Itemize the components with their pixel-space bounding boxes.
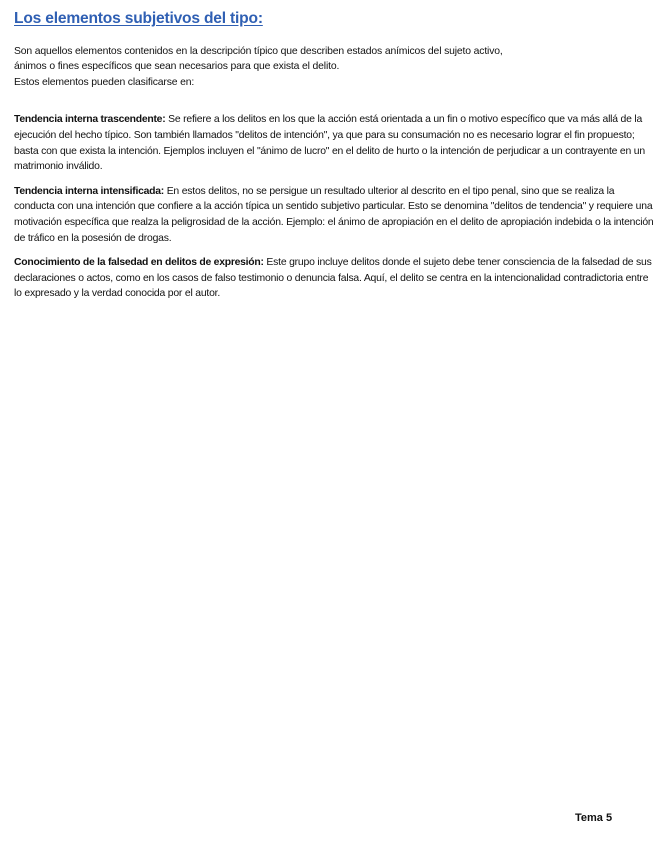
intro-line-1: Son aquellos elementos contenidos en la descripción típico que describen estados anímicos del sujeto activo, [14, 45, 503, 57]
intro-line-3: Estos elementos pueden clasificarse en: [14, 76, 195, 88]
item-text: Se refiere a los delitos en los que la acción está orientada a un fin o motivo específico que va más allá de la ejecución del hecho típico. Son también llamados "delitos de intención", ya que para su consumación no es necesario lograr el fin propuesto; basta con que exista la intención. Ejemplos incluyen el "ánimo de lucro" en el delito de hurto o la intención de perjudicar a un contrayente en un matrimonio inválido. [14, 114, 645, 173]
page-footer-label: Tema 5 [575, 812, 613, 824]
item-text: En estos delitos, no se persigue un resultado ulterior al descrito en el tipo penal, sino que se realiza la conducta con una intención que confiere a la acción típica un sentido subjetivo particular. Esto se denomina "delitos de tendencia" y requiere una motivación específica que realza la peligrosidad de la acción. Ejemplo: el ánimo de apropiación en el delito de apropiación indebida o la intención de tráfico en la posesión de drogas. [14, 185, 654, 244]
intro-paragraph [14, 44, 654, 91]
item-tendencia-trascendente [14, 112, 654, 174]
item-term: Tendencia interna trascendente: [14, 114, 166, 126]
item-term: Conocimiento de la falsedad en delitos de expresión: [14, 257, 264, 269]
document-page [14, 11, 654, 302]
section-title: Los elementos subjetivos del tipo: [14, 10, 263, 27]
item-conocimiento-falsedad [14, 255, 654, 302]
item-term: Tendencia interna intensificada: [14, 185, 165, 197]
item-text: Este grupo incluye delitos donde el sujeto debe tener consciencia de la falsedad de sus declaraciones o actos, como en los casos de falso testimonio o denuncia falsa. Aquí, el delito se centra en la intencionalidad contradictoria entre lo expresado y la verdad conocida por el autor. [14, 257, 652, 300]
intro-line-2: ánimos o fines específicos que sean necesarios para que exista el delito. [14, 61, 340, 73]
item-tendencia-intensificada [14, 184, 654, 246]
